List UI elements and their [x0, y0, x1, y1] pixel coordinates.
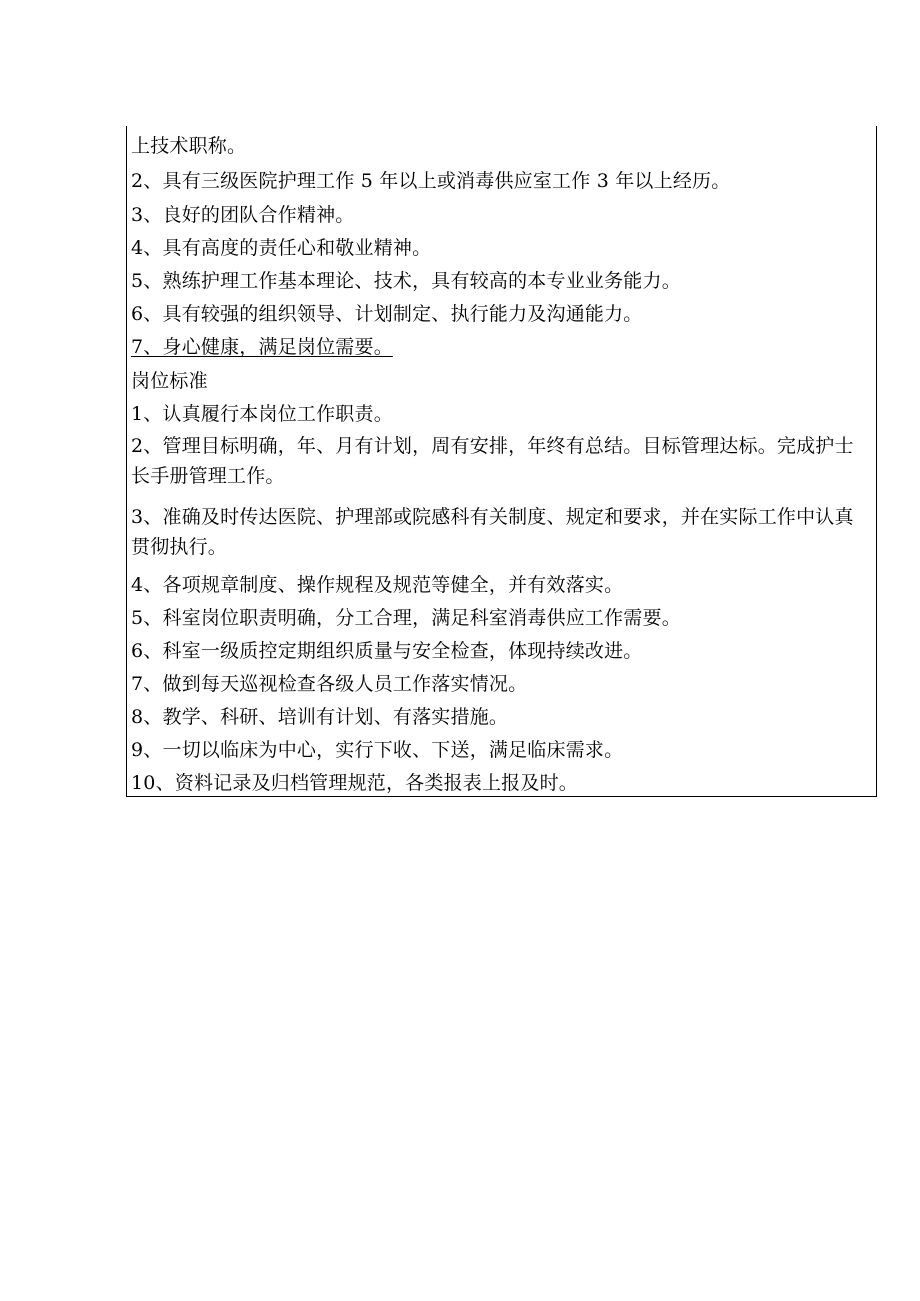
requirement-continuation: 上技术职称。 — [131, 135, 247, 157]
standard-item: 7、做到每天巡视检查各级人员工作落实情况。 — [131, 673, 528, 695]
standard-item: 9、一切以临床为中心，实行下收、下送，满足临床需求。 — [131, 739, 624, 761]
standards-heading: 岗位标准 — [131, 370, 208, 392]
requirement-item: 4、具有高度的责任心和敬业精神。 — [131, 237, 432, 259]
standard-item: 2、管理目标明确，年、月有计划，周有安排，年终有总结。目标管理达标。完成护士长手册管理工作。 — [131, 435, 854, 487]
standard-item: 1、认真履行本岗位工作职责。 — [131, 403, 393, 425]
standard-item: 4、各项规章制度、操作规程及规范等健全，并有效落实。 — [131, 574, 624, 596]
requirement-item: 7、身心健康，满足岗位需要。 — [131, 336, 393, 358]
standard-item: 6、科室一级质控定期组织质量与安全检查，体现持续改进。 — [131, 640, 643, 662]
standard-item: 10、资料记录及归档管理规范，各类报表上报及时。 — [131, 772, 578, 794]
document-table-cell — [126, 126, 877, 797]
requirement-item: 2、具有三级医院护理工作 5 年以上或消毒供应室工作 3 年以上经历。 — [131, 170, 731, 192]
requirement-item: 3、良好的团队合作精神。 — [131, 204, 355, 226]
standard-item: 5、科室岗位职责明确，分工合理，满足科室消毒供应工作需要。 — [131, 607, 681, 629]
standard-item: 3、准确及时传达医院、护理部或院感科有关制度、规定和要求，并在实际工作中认真贯彻执行。 — [131, 506, 854, 558]
requirement-item: 6、具有较强的组织领导、计划制定、执行能力及沟通能力。 — [131, 303, 643, 325]
requirement-item: 5、熟练护理工作基本理论、技术，具有较高的本专业业务能力。 — [131, 270, 681, 292]
standard-item: 8、教学、科研、培训有计划、有落实措施。 — [131, 706, 509, 728]
